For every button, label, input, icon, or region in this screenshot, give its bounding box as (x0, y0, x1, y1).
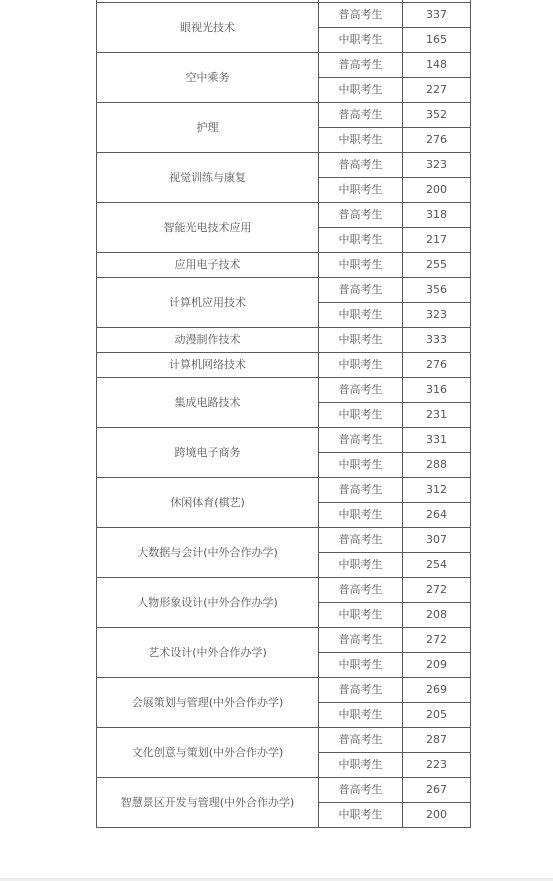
table-row (97, 3, 471, 28)
table-row (97, 353, 471, 378)
min-score-cell: 254 (403, 553, 471, 578)
candidate-type-cell: 中职考生 (319, 753, 403, 778)
candidate-type-cell: 中职考生 (319, 803, 403, 828)
table-row (97, 778, 471, 803)
candidate-type-cell: 普高考生 (319, 478, 403, 503)
major-name-cell: 视觉训练与康复 (97, 153, 319, 203)
table-row (97, 478, 471, 503)
min-score-cell: 200 (403, 178, 471, 203)
table-row (97, 628, 471, 653)
min-score-cell: 165 (403, 28, 471, 53)
candidate-type-cell: 中职考生 (319, 253, 403, 278)
min-score-cell: 307 (403, 528, 471, 553)
candidate-type-cell: 普高考生 (319, 628, 403, 653)
min-score-cell: 288 (403, 453, 471, 478)
candidate-type-cell: 普高考生 (319, 3, 403, 28)
min-score-cell: 337 (403, 3, 471, 28)
major-name-cell: 会展策划与管理(中外合作办学) (97, 678, 319, 728)
candidate-type-cell: 普高考生 (319, 578, 403, 603)
min-score-cell: 209 (403, 653, 471, 678)
min-score-cell: 200 (403, 803, 471, 828)
min-score-cell: 269 (403, 678, 471, 703)
min-score-cell: 255 (403, 253, 471, 278)
min-score-cell: 272 (403, 628, 471, 653)
min-score-cell: 318 (403, 203, 471, 228)
min-score-cell: 205 (403, 703, 471, 728)
major-name-cell: 智慧景区开发与管理(中外合作办学) (97, 778, 319, 828)
major-name-cell: 空中乘务 (97, 53, 319, 103)
min-score-cell: 276 (403, 128, 471, 153)
candidate-type-cell: 中职考生 (319, 228, 403, 253)
candidate-type-cell: 中职考生 (319, 303, 403, 328)
min-score-cell: 333 (403, 328, 471, 353)
candidate-type-cell: 中职考生 (319, 78, 403, 103)
min-score-cell: 208 (403, 603, 471, 628)
table-row (97, 378, 471, 403)
min-score-cell: 323 (403, 153, 471, 178)
major-name-cell: 应用电子技术 (97, 253, 319, 278)
min-score-cell: 287 (403, 728, 471, 753)
min-score-cell: 217 (403, 228, 471, 253)
candidate-type-cell: 中职考生 (319, 603, 403, 628)
candidate-type-cell: 普高考生 (319, 103, 403, 128)
candidate-type-cell: 中职考生 (319, 28, 403, 53)
min-score-cell: 312 (403, 478, 471, 503)
major-name-cell: 休闲体育(棋艺) (97, 478, 319, 528)
min-score-cell: 316 (403, 378, 471, 403)
table-row (97, 578, 471, 603)
candidate-type-cell: 中职考生 (319, 653, 403, 678)
min-score-cell: 352 (403, 103, 471, 128)
min-score-cell: 276 (403, 353, 471, 378)
candidate-type-cell: 中职考生 (319, 403, 403, 428)
admission-score-table-body (97, 0, 471, 828)
min-score-cell: 264 (403, 503, 471, 528)
major-name-cell: 计算机网络技术 (97, 353, 319, 378)
major-name-cell: 文化创意与策划(中外合作办学) (97, 728, 319, 778)
candidate-type-cell: 中职考生 (319, 453, 403, 478)
candidate-type-cell: 中职考生 (319, 128, 403, 153)
min-score-cell: 323 (403, 303, 471, 328)
table-row (97, 53, 471, 78)
candidate-type-cell: 中职考生 (319, 503, 403, 528)
table-row (97, 328, 471, 353)
candidate-type-cell: 普高考生 (319, 728, 403, 753)
table-row (97, 528, 471, 553)
candidate-type-cell: 普高考生 (319, 378, 403, 403)
candidate-type-cell: 普高考生 (319, 428, 403, 453)
admission-score-table (96, 0, 471, 828)
table-row (97, 678, 471, 703)
candidate-type-cell: 中职考生 (319, 553, 403, 578)
candidate-type-cell: 普高考生 (319, 778, 403, 803)
table-row (97, 203, 471, 228)
major-name-cell: 艺术设计(中外合作办学) (97, 628, 319, 678)
candidate-type-cell: 中职考生 (319, 703, 403, 728)
candidate-type-cell: 普高考生 (319, 528, 403, 553)
min-score-cell: 227 (403, 78, 471, 103)
major-name-cell: 眼视光技术 (97, 3, 319, 53)
candidate-type-cell: 普高考生 (319, 278, 403, 303)
candidate-type-cell: 普高考生 (319, 153, 403, 178)
min-score-cell: 148 (403, 53, 471, 78)
table-row (97, 728, 471, 753)
major-name-cell: 人物形象设计(中外合作办学) (97, 578, 319, 628)
table-row (97, 278, 471, 303)
min-score-cell: 272 (403, 578, 471, 603)
major-name-cell: 智能光电技术应用 (97, 203, 319, 253)
min-score-cell: 331 (403, 428, 471, 453)
candidate-type-cell: 普高考生 (319, 53, 403, 78)
table-row (97, 103, 471, 128)
table-row (97, 253, 471, 278)
major-name-cell: 大数据与会计(中外合作办学) (97, 528, 319, 578)
min-score-cell: 223 (403, 753, 471, 778)
min-score-cell: 356 (403, 278, 471, 303)
major-name-cell: 计算机应用技术 (97, 278, 319, 328)
candidate-type-cell: 中职考生 (319, 353, 403, 378)
table-row (97, 428, 471, 453)
min-score-cell: 231 (403, 403, 471, 428)
major-name-cell: 动漫制作技术 (97, 328, 319, 353)
major-name-cell: 集成电路技术 (97, 378, 319, 428)
table-row (97, 153, 471, 178)
major-name-cell: 护理 (97, 103, 319, 153)
candidate-type-cell: 普高考生 (319, 203, 403, 228)
candidate-type-cell: 中职考生 (319, 178, 403, 203)
candidate-type-cell: 中职考生 (319, 328, 403, 353)
major-name-cell: 跨境电子商务 (97, 428, 319, 478)
min-score-cell: 267 (403, 778, 471, 803)
candidate-type-cell: 普高考生 (319, 678, 403, 703)
